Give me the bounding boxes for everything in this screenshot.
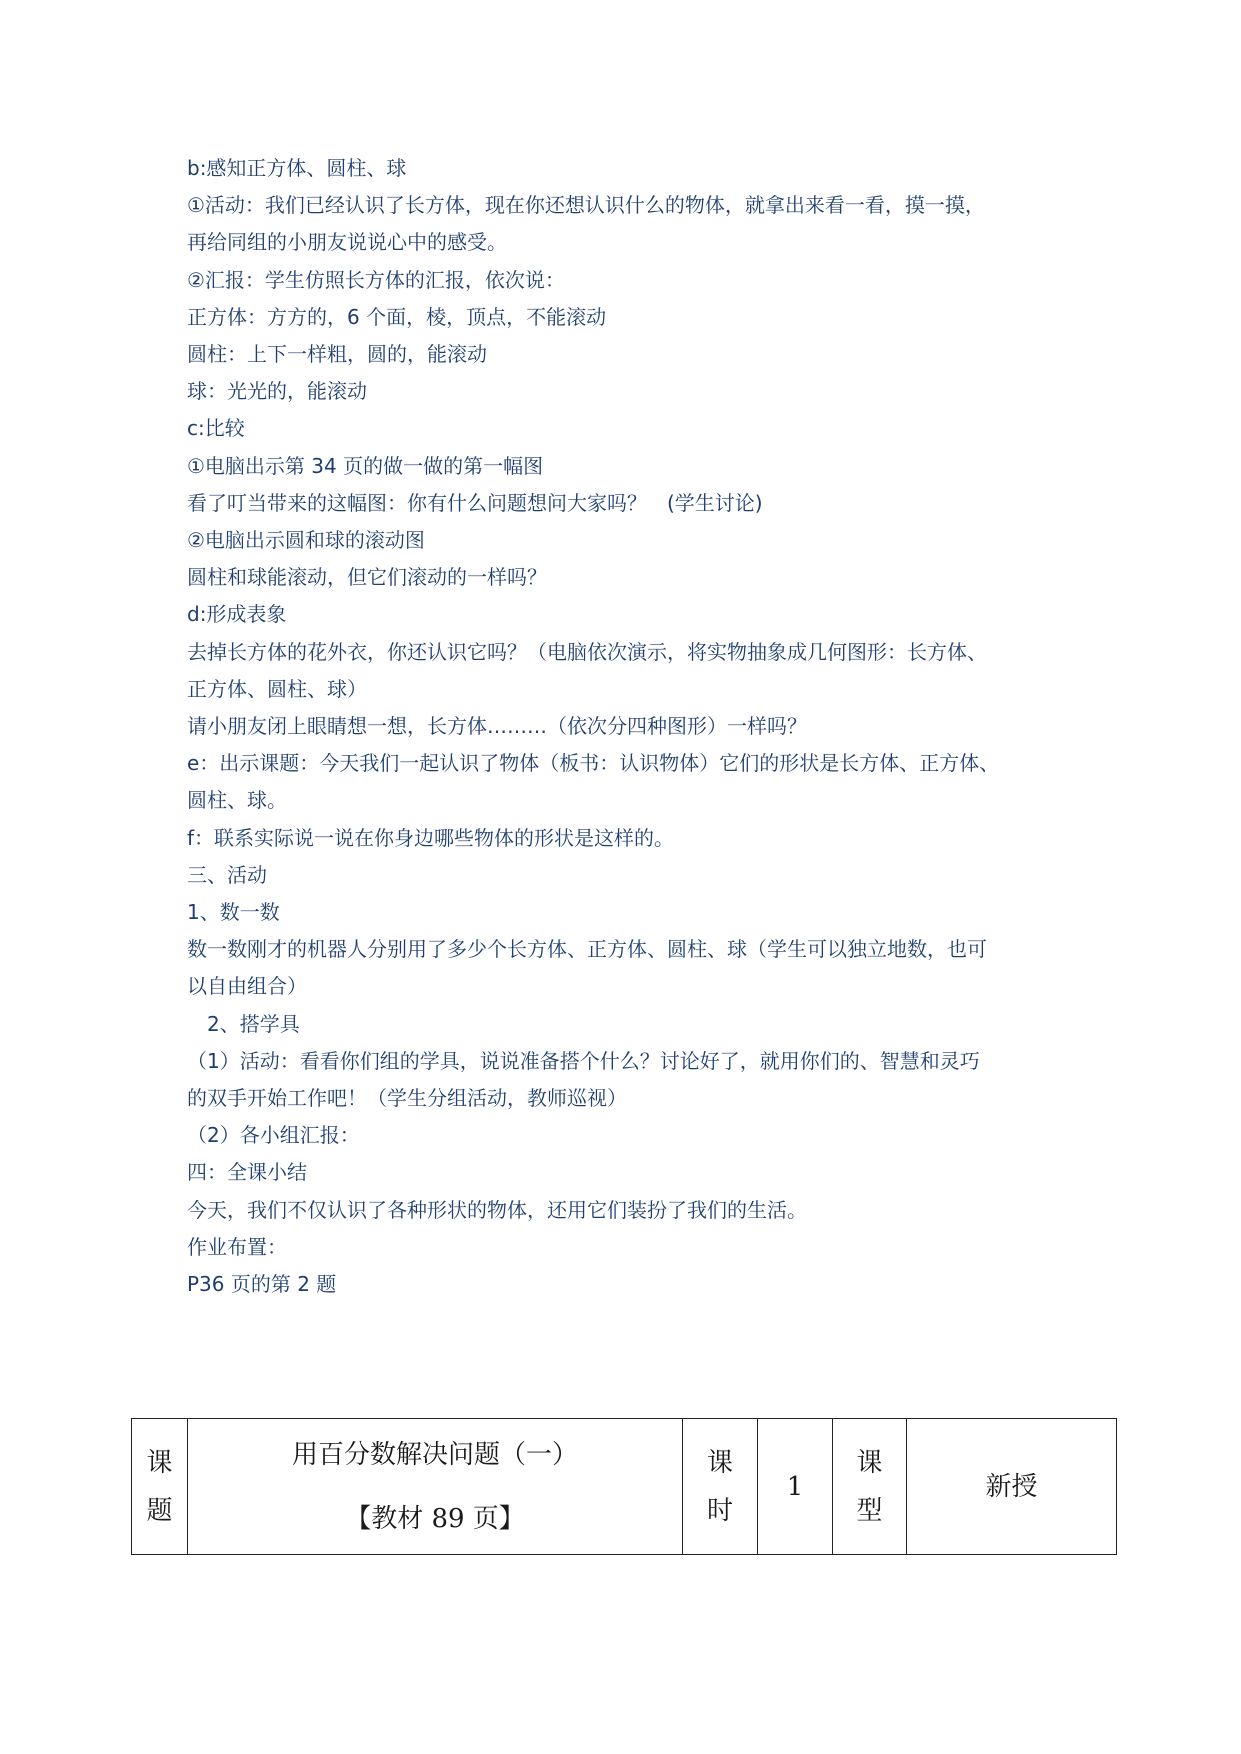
text-line: 四：全课小结 xyxy=(187,1160,307,1185)
text-line: 1、数一数 xyxy=(187,900,280,925)
text-line: 作业布置： xyxy=(187,1234,287,1259)
type-label-char: 课 xyxy=(856,1447,883,1478)
text-line: 再给同组的小朋友说说心中的感受。 xyxy=(187,230,507,255)
topic-title-cell xyxy=(188,1419,683,1555)
text-line: 的双手开始工作吧！（学生分组活动，教师巡视） xyxy=(187,1086,627,1111)
type-label-char: 型 xyxy=(856,1495,883,1526)
text-line: 以自由组合） xyxy=(187,974,307,999)
text-line: 今天，我们不仅认识了各种形状的物体，还用它们装扮了我们的生活。 xyxy=(187,1197,807,1222)
period-value-cell xyxy=(758,1419,833,1555)
type-label-cell xyxy=(833,1419,907,1555)
topic-source: 【教材 89 页】 xyxy=(345,1503,525,1534)
text-line: ①活动：我们已经认识了长方体，现在你还想认识什么的物体，就拿出来看一看，摸一摸， xyxy=(187,193,985,218)
text-line: f：联系实际说一说在你身边哪些物体的形状是这样的。 xyxy=(187,825,675,850)
text-line: d:形成表象 xyxy=(187,602,287,627)
text-line: P36 页的第 2 题 xyxy=(187,1272,337,1297)
text-line: 数一数刚才的机器人分别用了多少个长方体、正方体、圆柱、球（学生可以独立地数，也可 xyxy=(187,937,987,962)
text-line: c:比较 xyxy=(187,416,245,441)
period-label-char: 课 xyxy=(706,1447,733,1478)
topic-label-char: 课 xyxy=(146,1447,173,1478)
text-line: 圆柱和球能滚动，但它们滚动的一样吗？ xyxy=(187,565,547,590)
text-line: （1）活动：看看你们组的学具，说说准备搭个什么？讨论好了，就用你们的、智慧和灵巧 xyxy=(187,1048,980,1073)
type-value: 新授 xyxy=(985,1471,1038,1502)
text-line: 请小朋友闭上眼睛想一想，长方体………（依次分四种图形）一样吗？ xyxy=(187,714,807,739)
text-line: （2）各小组汇报： xyxy=(187,1123,360,1148)
text-line: 看了叮当带来的这幅图：你有什么问题想问大家吗？ (学生讨论) xyxy=(187,490,763,515)
text-line: ②汇报：学生仿照长方体的汇报，依次说： xyxy=(187,267,565,292)
text-line: 正方体、圆柱、球） xyxy=(187,676,367,701)
text-line: 圆柱、球。 xyxy=(187,788,287,813)
text-line: 2、搭学具 xyxy=(187,1011,300,1036)
text-line: 去掉长方体的花外衣，你还认识它吗？（电脑依次演示，将实物抽象成几何图形：长方体、 xyxy=(187,639,987,664)
topic-title: 用百分数解决问题（一） xyxy=(291,1439,578,1470)
text-line: 正方体：方方的，6 个面，棱，顶点，不能滚动 xyxy=(187,304,607,329)
lesson-info-table xyxy=(131,1418,1117,1555)
period-value: 1 xyxy=(786,1471,804,1502)
text-line: b:感知正方体、圆柱、球 xyxy=(187,156,407,180)
type-value-cell xyxy=(907,1419,1117,1555)
text-line: 球：光光的，能滚动 xyxy=(187,379,367,404)
topic-label-cell xyxy=(132,1419,188,1555)
lesson-plan-text xyxy=(187,150,1067,1303)
text-line: ②电脑出示圆和球的滚动图 xyxy=(187,528,425,553)
text-line: ①电脑出示第 34 页的做一做的第一幅图 xyxy=(187,453,544,478)
topic-label-char: 题 xyxy=(146,1495,173,1526)
period-label-char: 时 xyxy=(706,1495,733,1526)
text-line: 圆柱：上下一样粗，圆的，能滚动 xyxy=(187,342,487,367)
text-line: 三、活动 xyxy=(187,862,267,887)
text-line: e：出示课题：今天我们一起认识了物体（板书：认识物体）它们的形状是长方体、正方体、 xyxy=(187,751,1000,776)
period-label-cell xyxy=(683,1419,758,1555)
